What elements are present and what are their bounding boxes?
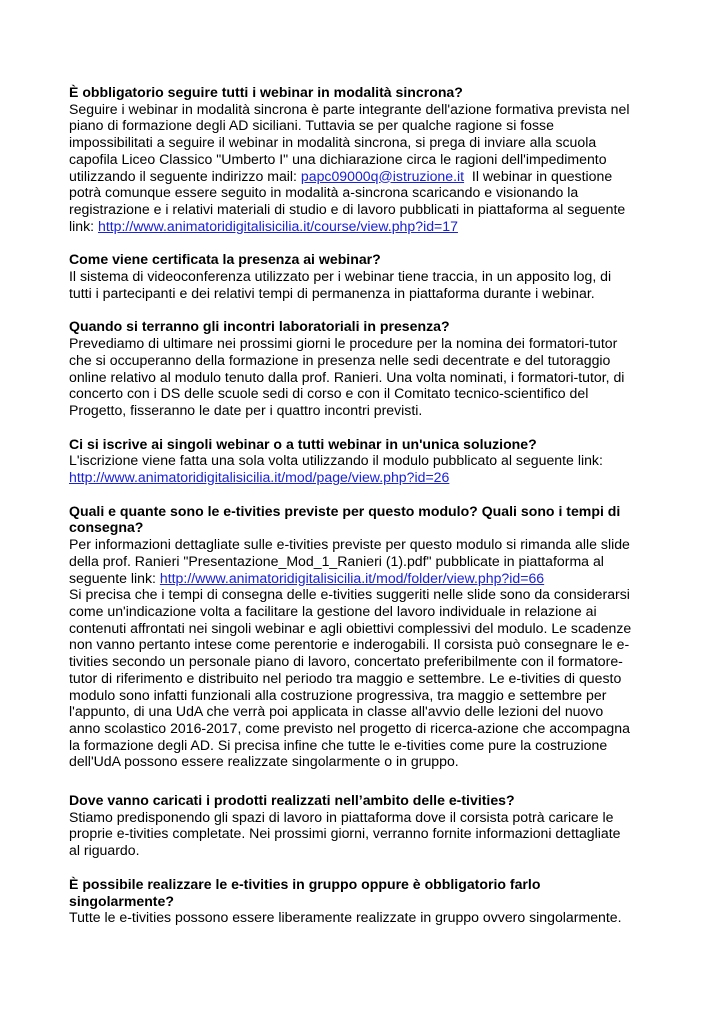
question-heading: Quando si terranno gli incontri laboratoriali in presenza? (69, 318, 450, 335)
answer-line: Il sistema di videoconferenza utilizzato per i webinar tiene traccia, in un apposito log, di (69, 268, 612, 285)
question-heading: Quali e quante sono le e-tivities previste per questo modulo? Quali sono i tempi di (69, 502, 621, 519)
faq-etivities-gruppo (69, 876, 664, 926)
registration-link[interactable]: http://www.animatoridigitalisicilia.it/mod/page/view.php?id=26 (69, 469, 450, 486)
faq-webinar-sincrona (69, 84, 664, 234)
faq-caricamento-prodotti (69, 792, 664, 859)
answer-line: Per informazioni dettagliate sulle e-tivities previste per questo modulo si rimanda alle slide (69, 536, 630, 553)
email-link[interactable]: papc09000q@istruzione.it (300, 167, 465, 184)
question-heading: È obbligatorio seguire tutti i webinar in modalità sincrona? (69, 84, 463, 100)
answer-line: L'iscrizione viene fatta una sola volta utilizzando il modulo pubblicato al seguente link: (69, 452, 603, 469)
answer-line (69, 168, 664, 185)
answer-line: dell'UdA possono essere realizzate singolarmente o in gruppo. (69, 753, 459, 770)
answer-line (69, 570, 664, 587)
answer-line: Tutte le e-tivities possono essere liberamente realizzate in gruppo ovvero singolarmente. (69, 909, 622, 926)
question-heading: singolarmente? (69, 892, 174, 909)
answer-line: proprie e-tivities completate. Nei prossimi giorni, verranno fornite informazioni dettagliate (69, 825, 621, 842)
answer-line: della prof. Ranieri "Presentazione_Mod_1_Ranieri (1).pdf" pubblicate in piattaforma al (69, 552, 604, 569)
answer-line: concerto con i DS delle scuole sedi di corso e con il Comitato tecnico-scientifico del (69, 385, 589, 402)
answer-line: anno scolastico 2016-2017, come previsto nel progetto di ricerca-azione che accompagna (69, 719, 630, 736)
question-heading: Come viene certificata la presenza ai webinar? (69, 251, 381, 268)
question-heading: consegna? (69, 519, 144, 536)
answer-line (69, 218, 664, 235)
answer-line: tutti i partecipanti e dei relativi tempi di permanenza in piattaforma durante i webinar. (69, 284, 595, 301)
answer-line: Stiamo predisponendo gli spazi di lavoro in piattaforma dove il corsista potrà caricare le (69, 808, 614, 825)
answer-text: utilizzando il seguente indirizzo mail: (69, 167, 301, 184)
answer-line: Prevediamo di ultimare nei prossimi giorni le procedure per la nomina dei formatori-tutor (69, 335, 618, 352)
faq-iscrizione-webinar (69, 436, 664, 486)
answer-line: come un'indicazione volta a facilitare la gestione del lavoro individuale in relazione ai (69, 602, 597, 619)
answer-line: modulo sono infatti funzionali alla costruzione progressiva, tra maggio e settembre per (69, 686, 607, 703)
faq-incontri-laboratoriali (69, 318, 664, 418)
answer-text: seguente link: (69, 569, 160, 586)
answer-line: capofila Liceo Classico "Umberto I" una dichiarazione circa le ragioni dell'impedimento (69, 150, 607, 167)
answer-line: online relativo al modulo tenuto dalla prof. Ranieri. Una volta nominati, i formatori-tutor, di (69, 368, 625, 385)
answer-line: che si occuperanno della formazione in presenza nelle sedi decentrate e del tutoraggio (69, 351, 611, 368)
document-page (69, 84, 664, 926)
answer-line: potrà comunque essere seguito in modalità a-sincrona scaricando e visionando la (69, 184, 579, 201)
answer-line: non vanno pertanto intese come perentorie e inderogabili. Il corsista può consegnare le e- (69, 636, 630, 653)
answer-line: contenuti affrontati nei singoli webinar e agli obiettivi complessivi del modulo. Le scadenze (69, 619, 632, 636)
answer-line: tivities secondo un personale piano di lavoro, concertato preferibilmente con il formatore- (69, 653, 623, 670)
course-link[interactable]: http://www.animatoridigitalisicilia.it/course/view.php?id=17 (97, 217, 458, 234)
question-heading: Dove vanno caricati i prodotti realizzati nell’ambito delle e-tivities? (69, 792, 515, 809)
question-heading: Ci si iscrive ai singoli webinar o a tutti webinar in un'unica soluzione? (69, 435, 537, 452)
answer-line: al riguardo. (69, 842, 140, 859)
answer-text: link: (69, 217, 98, 234)
answer-line: Si precisa che i tempi di consegna delle e-tivities suggeriti nelle slide sono da considerarsi (69, 586, 630, 603)
faq-etivities-tempi (69, 503, 664, 770)
answer-line (69, 469, 664, 486)
answer-line: l'appunto, di una UdA che verrà poi applicata in classe all'avvio delle lezioni del nuovo (69, 703, 604, 720)
answer-text: Il webinar in questione (464, 167, 613, 184)
faq-certificazione-presenza (69, 251, 664, 301)
answer-line: Seguire i webinar in modalità sincrona è parte integrante dell'azione formativa prevista nel (69, 100, 630, 117)
answer-line: la formazione degli AD. Si precisa infine che tutte le e-tivities come pure la costruzione (69, 736, 608, 753)
answer-line: Progetto, fisseranno le date per i quattro incontri previsti. (69, 401, 423, 418)
question-heading: È possibile realizzare le e-tivities in gruppo oppure è obbligatorio farlo (69, 875, 541, 892)
folder-link[interactable]: http://www.animatoridigitalisicilia.it/mod/folder/view.php?id=66 (159, 569, 545, 586)
answer-line: tutor di riferimento e distribuito nel periodo tra maggio e settembre. Le e-tivities di questo (69, 669, 622, 686)
answer-line: impossibilitati a seguire il webinar in modalità sincrona, si prega di inviare alla scuola (69, 134, 597, 151)
answer-line: registrazione e i relativi materiali di studio e di lavoro pubblicati in piattaforma al seguente (69, 200, 626, 217)
answer-line: piano di formazione degli AD siciliani. Tuttavia se per qualche ragione si fosse (69, 117, 554, 134)
